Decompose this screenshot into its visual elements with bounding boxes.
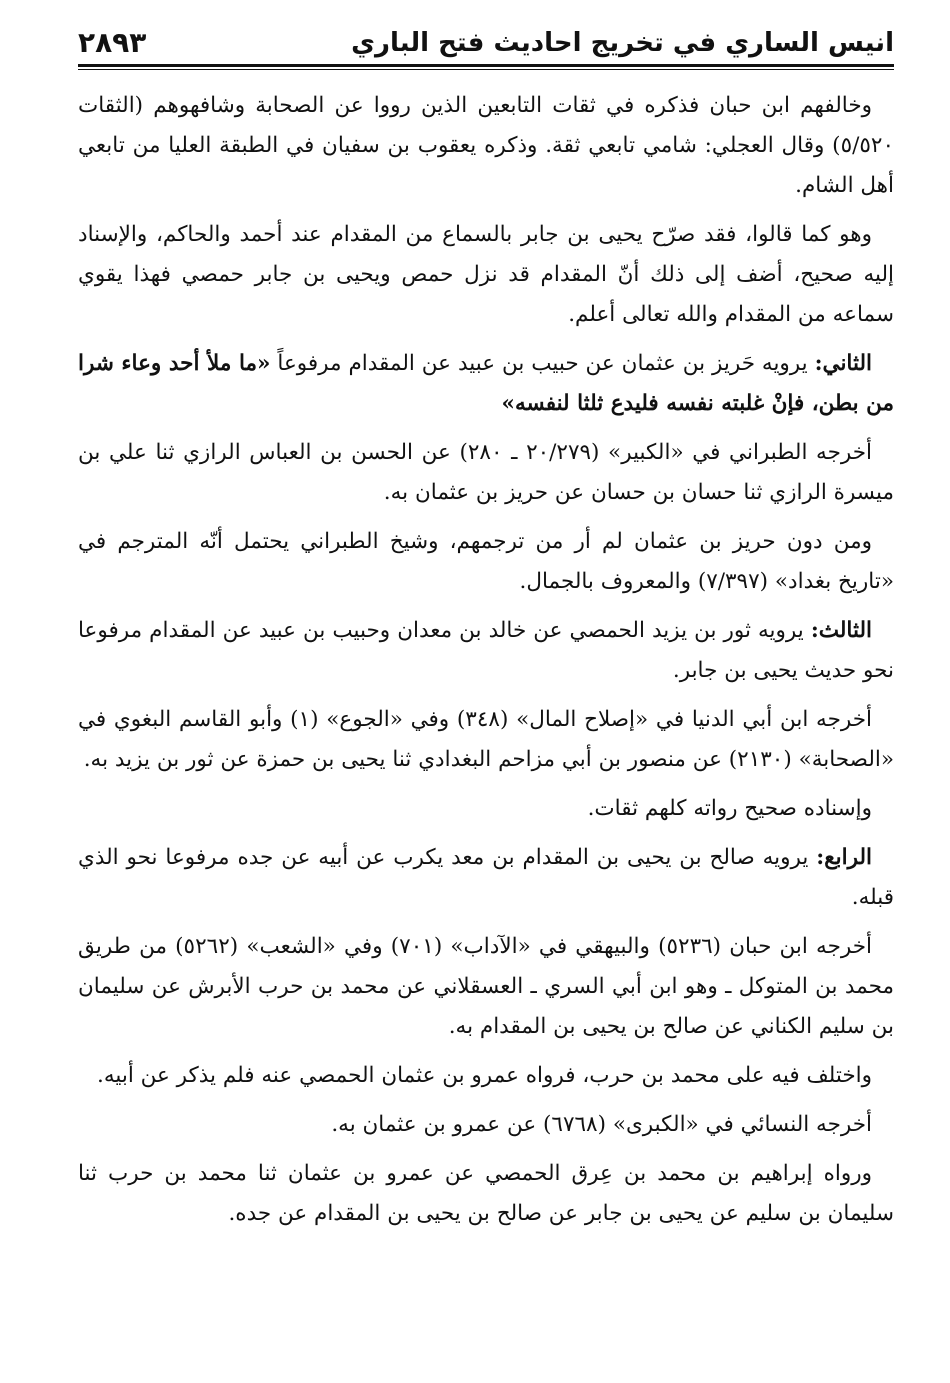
book-page (78, 22, 894, 1243)
page-body (78, 86, 894, 1234)
paragraph-text: ومن دون حريز بن عثمان لم أر من ترجمهم، وشيخ الطبراني يحتمل أنّه المترجم في «تاريخ بغداد» (٧/٣٩٧) والمعروف بالجمال. (78, 529, 894, 594)
paragraph (78, 522, 894, 602)
paragraph (78, 1056, 894, 1096)
paragraph-lead: الرابع: (816, 845, 872, 870)
paragraph-text: ورواه إبراهيم بن محمد بن عِرق الحمصي عن عمرو بن عثمان ثنا محمد بن حرب ثنا سليمان بن سليم عن يحيى بن جابر عن صالح بن يحيى بن المقدام عن جده. (78, 1161, 894, 1226)
paragraph-text: أخرجه ابن أبي الدنيا في «إصلاح المال» (٣٤٨) وفي «الجوع» (١) وأبو القاسم البغوي في «الصحابة» (٢١٣٠) عن منصور بن أبي مزاحم البغدادي ثنا يحيى بن حمزة عن ثور بن يزيد به. (78, 707, 894, 772)
paragraph (78, 838, 894, 918)
paragraph-text: وإسناده صحيح رواته كلهم ثقات. (587, 796, 872, 821)
paragraph-text: واختلف فيه على محمد بن حرب، فرواه عمرو بن عثمان الحمصي عنه فلم يذكر عن أبيه. (97, 1063, 872, 1088)
paragraph (78, 215, 894, 335)
paragraph-text: أخرجه النسائي في «الكبرى» (٦٧٦٨) عن عمرو بن عثمان به. (331, 1112, 872, 1137)
paragraph-text: أخرجه الطبراني في «الكبير» (٢٠/٢٧٩ ـ ٢٨٠) عن الحسن بن العباس الرازي ثنا علي بن ميسرة الرازي ثنا حسان بن حسان عن حريز بن عثمان به. (78, 440, 894, 505)
hadith-text: «ما ملأ أحد وعاء شرا من بطن، فإنْ غلبته نفسه فليدع ثلثا لنفسه» (78, 351, 894, 416)
paragraph (78, 927, 894, 1047)
page-number: ٢٨٩٣ (78, 26, 147, 59)
header-rule-thick (78, 64, 894, 67)
paragraph (78, 433, 894, 513)
paragraph (78, 611, 894, 691)
header-rule-thin (78, 69, 894, 70)
paragraph (78, 789, 894, 829)
paragraph-text: يرويه حَريز بن عثمان عن حبيب بن عبيد عن المقدام مرفوعاً (270, 351, 815, 376)
paragraph-text: وخالفهم ابن حبان فذكره في ثقات التابعين الذين رووا عن الصحابة وشافهوهم (الثقات ٥/٥٢٠) وقال العجلي: شامي تابعي ثقة. وذكره يعقوب بن سفيان في الطبقة العليا من تابعي أهل الشام. (78, 93, 894, 198)
paragraph-text: أخرجه ابن حبان (٥٢٣٦) والبيهقي في «الآداب» (٧٠١) وفي «الشعب» (٥٢٦٢) من طريق محمد بن المتوكل ـ وهو ابن أبي السري ـ العسقلاني عن محمد بن حرب الأبرش عن سليمان بن سليم الكناني عن صالح بن يحيى بن المقدام به. (78, 934, 894, 1039)
paragraph (78, 344, 894, 424)
paragraph-text: يرويه ثور بن يزيد الحمصي عن خالد بن معدان وحبيب بن عبيد عن المقدام مرفوعا نحو حديث يحيى بن جابر. (78, 618, 894, 683)
paragraph (78, 86, 894, 206)
paragraph (78, 700, 894, 780)
running-title: انيس الساري في تخريج احاديث فتح الباري (351, 28, 894, 58)
paragraph-lead: الثاني: (814, 351, 872, 376)
paragraph-text: يرويه صالح بن يحيى بن المقدام بن معد يكرب عن أبيه عن جده مرفوعا نحو الذي قبله. (78, 845, 894, 910)
paragraph-lead: الثالث: (810, 618, 872, 643)
paragraph-text: وهو كما قالوا، فقد صرّح يحيى بن جابر بالسماع من المقدام عند أحمد والحاكم، والإسناد إليه صحيح، أضف إلى ذلك أنّ المقدام قد نزل حمص ويحيى بن جابر حمصي فهذا يقوي سماعه من المقدام والله تعالى أعلم. (78, 222, 894, 327)
paragraph (78, 1105, 894, 1145)
paragraph (78, 1154, 894, 1234)
page-header (78, 22, 894, 62)
